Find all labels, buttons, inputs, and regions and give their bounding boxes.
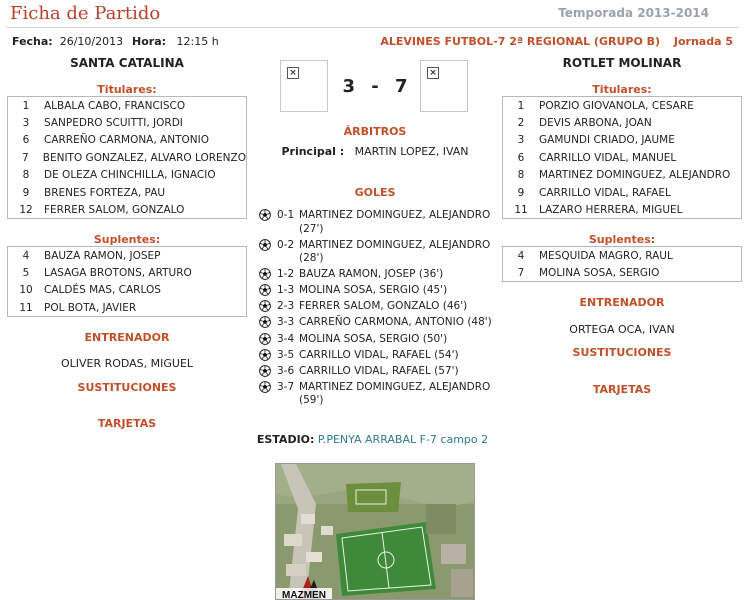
soccer-ball-icon	[259, 239, 271, 251]
date-label: Fecha:	[12, 35, 53, 48]
home-starters-title: Titulares:	[97, 83, 157, 96]
player-name: SANPEDRO SCUITTI, JORDI	[44, 117, 183, 130]
goal-item	[259, 209, 499, 236]
goal-scorer: BAUZA RAMON, JOSEP (36')	[299, 268, 444, 281]
goal-scorer: MARTINEZ DOMINGUEZ, ALEJANDRO (27')	[299, 209, 491, 235]
referee-principal-label: Principal :	[281, 145, 345, 158]
away-starter-row	[503, 132, 741, 149]
soccer-ball-icon	[259, 365, 271, 377]
goal-scorer: MARTINEZ DOMINGUEZ, ALEJANDRO (59')	[299, 380, 491, 407]
broken-image-icon: ×	[287, 67, 299, 79]
player-name: DEVIS ARBONA, JOAN	[539, 117, 652, 130]
stadium-info	[0, 433, 745, 446]
player-name: MARTINEZ DOMINGUEZ, ALEJANDRO	[539, 169, 731, 182]
player-name: CARREÑO CARMONA, ANTONIO	[44, 134, 209, 147]
goal-scorer: MOLINA SOSA, SERGIO (50')	[299, 332, 448, 345]
goal-item	[259, 300, 499, 314]
player-number: 1	[22, 99, 30, 112]
player-name: FERRER SALOM, GONZALO	[44, 204, 185, 217]
away-subs-list	[502, 246, 742, 282]
goal-item	[259, 333, 499, 347]
home-starter-row	[8, 97, 246, 114]
scoreboard	[330, 76, 420, 97]
player-name: CALDÉS MAS, CARLOS	[44, 284, 161, 297]
goal-item	[259, 381, 499, 408]
player-number: 5	[22, 267, 30, 280]
soccer-ball-icon	[259, 381, 271, 393]
player-name: ALBALA CABO, FRANCISCO	[44, 99, 186, 112]
player-number: 7	[517, 267, 525, 280]
away-score: 7	[395, 76, 408, 97]
home-subs-title: Suplentes:	[93, 233, 161, 246]
away-starter-row	[503, 97, 741, 114]
home-subs-list	[7, 246, 247, 317]
player-name: MESQUIDA MAGRO, RAUL	[539, 249, 673, 262]
goal-score: 1-3	[277, 284, 295, 297]
away-cards-title: TARJETAS	[592, 383, 652, 396]
away-starter-row	[503, 149, 741, 166]
player-number: 7	[22, 151, 29, 164]
player-number: 9	[517, 186, 525, 199]
goal-score: 3-4	[277, 332, 295, 345]
away-starter-row	[503, 184, 741, 201]
home-coach-title: ENTRENADOR	[84, 331, 170, 344]
time-label: Hora:	[132, 35, 167, 48]
player-number: 3	[22, 117, 30, 130]
stadium-name: P.PENYA ARRABAL F-7 campo 2	[317, 433, 489, 446]
player-number: 10	[19, 284, 33, 297]
goal-scorer: MOLINA SOSA, SERGIO (45')	[299, 284, 448, 297]
goal-score: 3-6	[277, 364, 295, 377]
soccer-ball-icon	[259, 316, 271, 328]
player-name: DE OLEZA CHINCHILLA, IGNACIO	[44, 169, 216, 182]
goal-scorer: FERRER SALOM, GONZALO (46')	[299, 300, 468, 313]
home-starter-row	[8, 201, 246, 218]
player-name: BAUZA RAMON, JOSEP	[44, 249, 161, 262]
home-sub-row	[8, 299, 246, 316]
goal-score: 0-1	[277, 209, 295, 221]
player-name: POL BOTA, JAVIER	[44, 301, 137, 314]
soccer-ball-icon	[259, 209, 271, 221]
soccer-ball-icon	[259, 300, 271, 312]
home-starter-row	[8, 184, 246, 201]
away-sub-row	[503, 247, 741, 264]
goal-score: 3-3	[277, 316, 295, 329]
player-number: 6	[517, 151, 525, 164]
goal-item	[259, 284, 499, 298]
season-label: Temporada 2013-2014	[558, 6, 709, 20]
away-coach-name: ORTEGA OCA, IVAN	[569, 323, 675, 336]
competition-name: ALEVINES FUTBOL-7 2ª REGIONAL (GRUPO B)	[380, 35, 661, 48]
player-number: 8	[517, 169, 525, 182]
goal-scorer: MARTINEZ DOMINGUEZ, ALEJANDRO (28')	[299, 238, 491, 265]
goal-score: 3-5	[277, 348, 295, 361]
goal-score: 1-2	[277, 268, 295, 281]
player-number: 9	[22, 186, 30, 199]
away-starters-list	[502, 96, 742, 219]
away-sub-row	[503, 264, 741, 281]
home-team-logo	[280, 60, 328, 112]
home-substitutions-title: SUSTITUCIONES	[77, 381, 177, 394]
photo-watermark-text: MAZMEN	[282, 590, 326, 600]
stadium-label: ESTADIO:	[256, 433, 315, 446]
player-number: 8	[22, 169, 30, 182]
goal-item	[259, 316, 499, 330]
player-name: LAZARO HERRERA, MIGUEL	[539, 204, 683, 217]
home-starter-row	[8, 114, 246, 131]
player-number: 4	[517, 249, 525, 262]
player-number: 11	[514, 204, 528, 217]
away-starter-row	[503, 201, 741, 218]
home-sub-row	[8, 247, 246, 264]
player-name: LASAGA BROTONS, ARTURO	[44, 267, 192, 280]
player-number: 11	[19, 301, 33, 314]
home-sub-row	[8, 264, 246, 281]
player-name: CARRILLO VIDAL, RAFAEL	[539, 186, 671, 199]
home-cards-title: TARJETAS	[97, 417, 157, 430]
away-team-name: ROTLET MOLINAR	[562, 56, 682, 70]
round-label: Jornada 5	[673, 35, 733, 48]
referee-principal	[255, 145, 495, 158]
home-starter-row	[8, 167, 246, 184]
player-name: BENITO GONZALEZ, ALVARO LORENZO	[42, 151, 246, 164]
player-name: GAMUNDI CRIADO, JAUME	[539, 134, 675, 147]
title-divider	[6, 27, 739, 28]
away-starters-title: Titulares:	[592, 83, 652, 96]
player-number: 6	[22, 134, 30, 147]
player-name: MOLINA SOSA, SERGIO	[539, 267, 660, 280]
goal-scorer: CARREÑO CARMONA, ANTONIO (48')	[299, 316, 492, 329]
soccer-ball-icon	[259, 268, 271, 280]
home-starter-row	[8, 132, 246, 149]
goals-title: GOLES	[354, 186, 396, 199]
goal-score: 0-2	[277, 238, 295, 251]
away-subs-title: Suplentes:	[588, 233, 656, 246]
goal-item	[259, 239, 499, 266]
away-coach-title: ENTRENADOR	[579, 296, 665, 309]
player-number: 1	[517, 99, 525, 112]
player-name: PORZIO GIOVANOLA, CESARE	[539, 99, 694, 112]
time-value: 12:15 h	[176, 35, 219, 48]
goal-item	[259, 268, 499, 282]
score-separator: -	[371, 76, 379, 97]
broken-image-icon: ×	[427, 67, 439, 79]
home-starters-list	[7, 96, 247, 219]
home-starter-row	[8, 149, 246, 166]
match-date	[12, 35, 123, 48]
player-number: 2	[517, 117, 525, 130]
home-team-name: SANTA CATALINA	[70, 56, 184, 70]
page-title: Ficha de Partido	[10, 3, 161, 24]
date-value: 26/10/2013	[59, 35, 124, 48]
away-team-logo	[420, 60, 468, 112]
goals-list	[259, 209, 499, 410]
home-sub-row	[8, 282, 246, 299]
home-coach-name: OLIVER RODAS, MIGUEL	[60, 357, 194, 370]
stadium-aerial-image	[276, 464, 475, 600]
away-starter-row	[503, 114, 741, 131]
home-score: 3	[342, 76, 355, 97]
soccer-ball-icon	[259, 284, 271, 296]
goal-score: 3-7	[277, 380, 295, 393]
soccer-ball-icon	[259, 349, 271, 361]
player-name: CARRILLO VIDAL, MANUEL	[539, 151, 677, 164]
player-number: 4	[22, 249, 30, 262]
referee-principal-name: MARTIN LOPEZ, IVAN	[354, 145, 469, 158]
player-number: 3	[517, 134, 525, 147]
goal-score: 2-3	[277, 300, 295, 313]
goal-scorer: CARRILLO VIDAL, RAFAEL (57')	[299, 364, 459, 377]
goal-item	[259, 365, 499, 379]
away-substitutions-title: SUSTITUCIONES	[572, 346, 672, 359]
stadium-photo	[275, 463, 475, 600]
player-number: 12	[19, 204, 33, 217]
referees-title: ÁRBITROS	[343, 125, 407, 138]
match-time	[132, 35, 219, 48]
goal-scorer: CARRILLO VIDAL, RAFAEL (54')	[299, 348, 459, 361]
competition-info	[380, 35, 733, 48]
away-starter-row	[503, 167, 741, 184]
player-name: BRENES FORTEZA, PAU	[44, 186, 166, 199]
soccer-ball-icon	[259, 333, 271, 345]
goal-item	[259, 349, 499, 363]
